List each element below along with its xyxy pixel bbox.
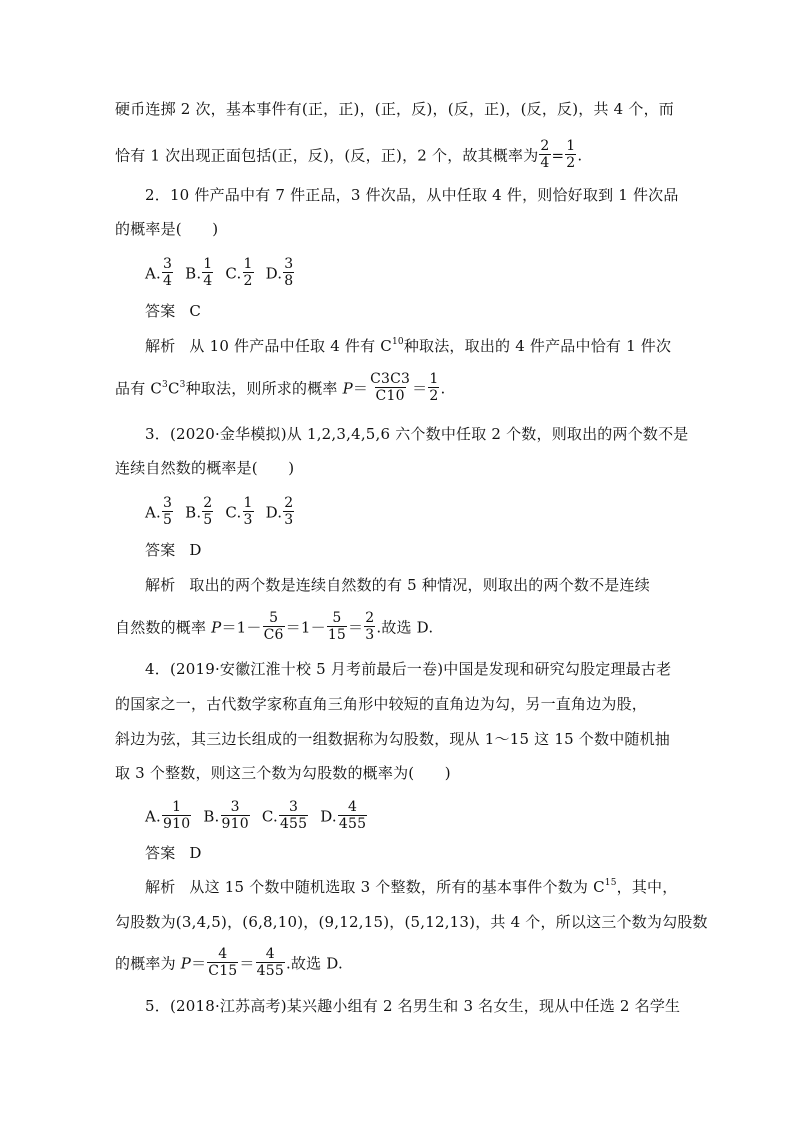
q2-answer [145,299,715,323]
fraction [279,799,308,832]
option-label: D. [265,264,283,283]
answer-value: D [189,541,202,559]
fraction [202,495,213,528]
q2-options [145,256,715,289]
q4-stem-line-2: 的国家之一，古代数学家称直角三角形中较短的直角边为勾，另一直角边为股， [115,695,648,713]
numerator: 1 [243,256,253,272]
superscript: 10 [391,337,404,347]
denominator: 15 [327,627,347,643]
numerator: 4 [348,799,358,815]
text: 恰有 1 次出现正面包括(正，反)，(反，正)，2 个，故其概率为 [115,146,539,165]
option-label: C. [225,264,242,283]
text: C [167,379,180,398]
q4-answer [145,841,715,865]
q2-option-a[interactable] [145,258,174,291]
denominator: 5 [203,512,213,528]
fraction [202,256,213,289]
answer-label: 答案 [145,541,176,559]
analysis-label: 解析 [145,337,176,355]
numerator: 1 [243,495,253,511]
superscript: 15 [604,878,617,888]
numerator: 2 [203,495,213,511]
prev-solution-line-2 [115,138,685,171]
option-label: A. [145,807,162,826]
denominator: 910 [221,816,249,832]
denominator: 2 [429,388,439,404]
denominator: 910 [163,816,191,832]
fraction [539,138,550,171]
fraction [162,256,173,289]
text: 取出的两个数是连续自然数的有 5 种情况，则取出的两个数不是连续 [189,576,650,594]
answer-label: 答案 [145,302,176,320]
q2-option-b[interactable] [185,258,214,291]
denominator: 3 [243,512,253,528]
fraction [243,495,254,528]
analysis-label: 解析 [145,878,176,896]
numerator: C3C3 [370,371,411,387]
option-label: D. [265,503,283,522]
equals: ＝ [348,618,364,637]
equals: = [551,146,565,165]
text: 自然数的概率 [115,618,212,637]
q3-option-a[interactable] [145,497,174,530]
equals: ＝ [191,954,207,973]
q4-stem-line-3: 斜边为弦，其三边长组成的一组数据称为勾股数，现从 1～15 这 15 个数中随机抽 [115,730,670,748]
fraction [338,799,367,832]
numerator: 3 [230,799,240,815]
fraction [207,946,238,979]
q3-stem-line-1: 3．(2020·金华模拟)从 1,2,3,4,5,6 六个数中任取 2 个数，则取出的两个数不是 [145,425,689,443]
denominator: C15 [208,963,238,979]
fraction [243,256,254,289]
fraction [364,610,375,643]
q2-stem-line-1: 2．10 件产品中有 7 件正品，3 件次品，从中任取 4 件，则恰好取到 1 件次品 [145,186,679,204]
analysis-label: 解析 [145,576,176,594]
period: . [440,379,446,398]
q2-option-c[interactable] [225,258,254,291]
numerator: 4 [265,946,275,962]
denominator: 455 [279,816,308,832]
fraction [162,799,191,832]
text: ＝1－ [285,618,326,637]
numerator: 2 [284,495,294,511]
numerator: 3 [284,256,294,272]
equals: ＝ [412,379,428,398]
q4-option-d[interactable] [320,801,368,834]
numerator: 1 [172,799,182,815]
denominator: 4 [540,155,550,171]
numerator: 3 [163,256,173,272]
text: 品有 C [115,379,163,398]
fraction [256,946,285,979]
fraction [283,495,294,528]
option-label: A. [145,264,162,283]
option-label: C. [261,807,278,826]
q3-option-d[interactable] [266,497,296,530]
denominator: 2 [243,273,253,289]
answer-value: C [189,302,202,320]
variable-p: P [342,379,353,398]
text: ＝1－ [221,618,262,637]
q3-answer [145,538,715,562]
equals: ＝ [352,379,369,398]
q4-analysis-line-1 [145,875,715,899]
denominator: 2 [566,155,576,171]
q4-analysis-line-3 [115,946,685,979]
text: 种取法，则所求的概率 [185,379,343,398]
equals: ＝ [239,954,255,973]
q4-stem-line-4: 取 3 个整数，则这三个数为勾股数的概率为( ) [115,764,451,782]
q4-options [145,799,715,832]
numerator: 3 [163,495,173,511]
text: .故选 D. [285,954,343,973]
numerator: 5 [332,610,342,626]
q3-analysis-line-1 [145,573,715,597]
fraction [428,371,439,404]
text: 从这 15 个数中随机选取 3 个整数，所有的基本事件个数为 C [189,878,605,896]
text: 种取法，取出的 4 件产品中恰有 1 件次 [403,337,672,355]
q2-option-d[interactable] [266,258,296,291]
numerator: 1 [566,138,576,154]
q3-stem-line-2: 连续自然数的概率是( ) [115,459,295,477]
denominator: 4 [203,273,213,289]
denominator: 3 [284,512,294,528]
answer-value: D [189,844,202,862]
period: . [577,146,583,165]
q3-option-b[interactable] [185,497,214,530]
numerator: 1 [203,256,213,272]
numerator: 5 [269,610,279,626]
denominator: 5 [163,512,173,528]
fraction [162,495,173,528]
fraction [327,610,347,643]
denominator: C6 [263,627,284,643]
option-label: B. [203,807,220,826]
q3-options [145,495,715,528]
denominator: 455 [256,963,284,979]
numerator: 1 [429,371,439,387]
option-label: D. [320,807,337,826]
denominator: 3 [365,627,375,643]
denominator: 8 [284,273,294,289]
text: .故选 D. [376,618,434,637]
fraction [221,799,250,832]
q5-stem-line-1: 5．(2018·江苏高考)某兴趣小组有 2 名男生和 3 名女生，现从中任选 2 名学生 [145,997,681,1015]
q4-option-c[interactable] [262,801,309,834]
fraction [565,138,576,171]
q4-option-b[interactable] [203,801,251,834]
text: 从 10 件产品中任取 4 件有 C [189,337,392,355]
prev-solution-line-1: 硬币连掷 2 次，基本事件有(正，正)，(正，反)，(反，正)，(反，反)，共 4 个，而 [115,100,674,118]
q3-analysis-line-2 [115,610,685,643]
q4-stem-line-1: 4．(2019·安徽江淮十校 5 月考前最后一卷)中国是发现和研究勾股定理最古老 [145,660,672,678]
denominator: 4 [163,273,173,289]
text: 的概率为 [115,954,181,973]
superscript: 3 [162,379,168,390]
option-label: C. [225,503,242,522]
q2-stem-line-2: 的概率是( ) [115,220,219,238]
numerator: 2 [365,610,375,626]
denominator: 455 [338,816,367,832]
q4-analysis-line-2: 勾股数为(3,4,5)，(6,8,10)，(9,12,15)，(5,12,13)，共 4 个，所以这三个数为勾股数 [115,913,708,931]
fraction [283,256,294,289]
variable-p: P [180,954,192,973]
option-label: A. [145,503,162,522]
q3-option-c[interactable] [225,497,254,530]
text: ，其中， [616,878,678,896]
q2-analysis-line-2 [115,371,685,404]
q4-option-a[interactable] [145,801,192,834]
q2-analysis-line-1 [145,334,715,358]
option-label: B. [185,503,202,522]
option-label: B. [185,264,202,283]
fraction [263,610,285,643]
variable-p: P [211,618,222,637]
numerator: 4 [218,946,228,962]
numerator: 2 [540,138,550,154]
superscript: 3 [179,379,186,390]
denominator: C10 [375,388,405,404]
fraction [369,371,411,404]
answer-label: 答案 [145,844,176,862]
numerator: 3 [289,799,299,815]
